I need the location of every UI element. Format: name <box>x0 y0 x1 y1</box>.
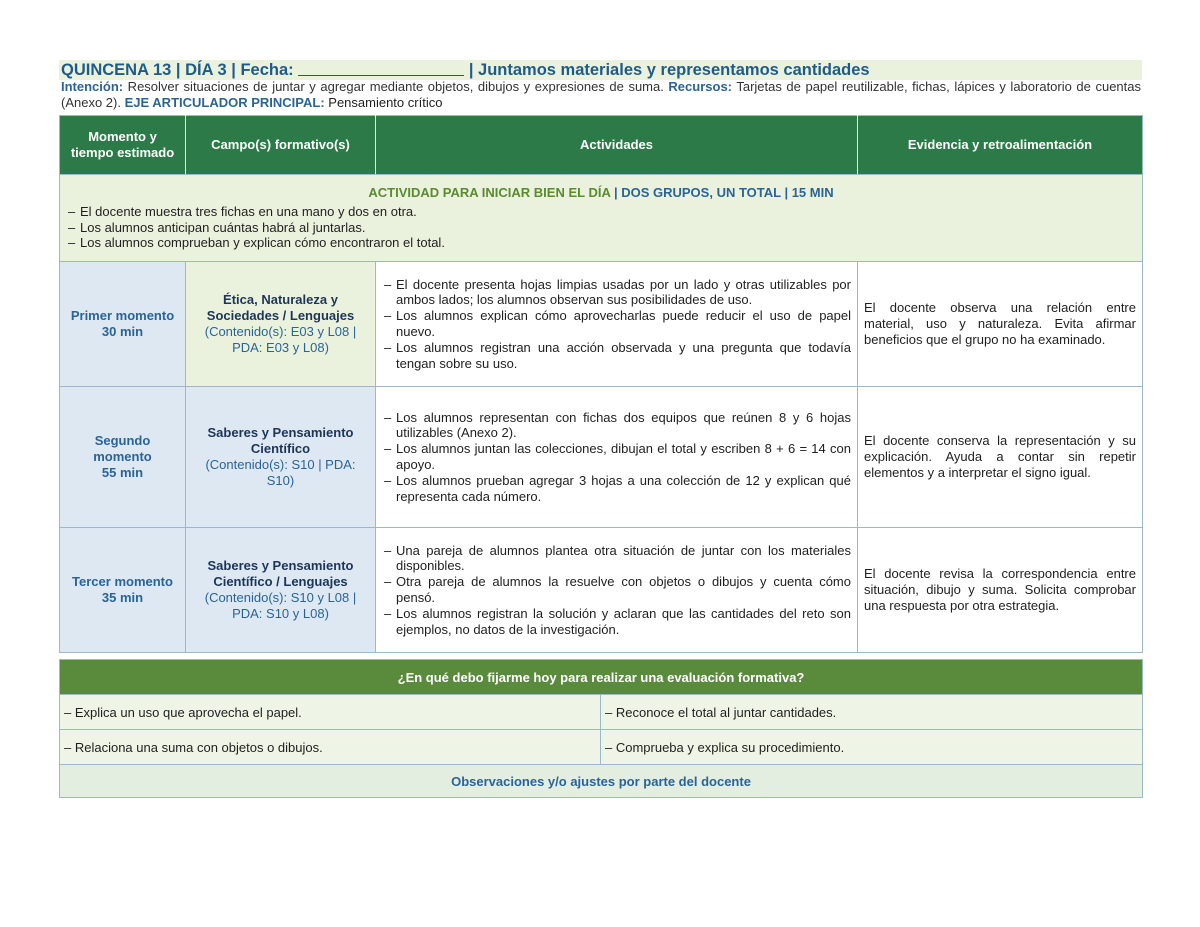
title-suffix: | Juntamos materiales y representamos cantidades <box>464 61 870 79</box>
evaluation-title: ¿En qué debo fijarme hoy para realizar una evaluación formativa? <box>60 660 1143 695</box>
table-header-row <box>60 116 1143 175</box>
warmup-item: – Los alumnos comprueban y explican cómo encontraron el total. <box>66 235 1136 251</box>
evidence-cell: El docente conserva la representación y su explicación. Ayuda a contar sin repetir elementos y a interpretar el signo igual. <box>858 387 1143 528</box>
evaluation-row <box>60 730 1143 765</box>
observations-row <box>60 765 1143 798</box>
evaluation-item: – Reconoce el total al juntar cantidades. <box>601 695 1143 730</box>
campo-contenido: (Contenido(s): S10 y L08 | PDA: S10 y L08) <box>204 590 357 621</box>
campo-cell <box>186 528 376 653</box>
warmup-list <box>66 204 1136 251</box>
activity-item: – Los alumnos juntan las colecciones, dibujan el total y escriben 8 + 6 = 14 con apoyo. <box>382 441 851 473</box>
moment-cell <box>60 528 186 653</box>
header-activities: Actividades <box>376 116 858 175</box>
date-blank-line <box>298 61 464 76</box>
evaluation-item: – Explica un uso que aprovecha el papel. <box>60 695 601 730</box>
activities-list <box>382 277 851 372</box>
moment-cell <box>60 262 186 387</box>
evaluation-item-text: Explica un uso que aprovecha el papel. <box>74 704 302 720</box>
activity-item: – Los alumnos prueban agregar 3 hojas a una colección de 12 y explican qué representa cada número. <box>382 473 851 505</box>
activities-list <box>382 543 851 638</box>
warmup-title-blue: | DOS GRUPOS, UN TOTAL | 15 MIN <box>610 184 834 200</box>
activities-cell <box>376 528 858 653</box>
evidence-cell: El docente observa una relación entre material, uso y naturaleza. Evita afirmar beneficios que el grupo no ha examinado. <box>858 262 1143 387</box>
observations-label: Observaciones y/o ajustes por parte del docente <box>60 765 1143 798</box>
intent-paragraph <box>61 79 1141 111</box>
evaluation-item-text: Relaciona una suma con objetos o dibujos. <box>74 739 323 755</box>
activity-item: – Los alumnos registran la solución y aclaran que las cantidades del reto son ejemplos, no datos de la investigación. <box>382 606 851 638</box>
moment-name: Segundo momento <box>93 433 152 465</box>
campo-contenido: (Contenido(s): E03 y L08 | PDA: E03 y L08) <box>204 324 357 355</box>
header-evidence: Evidencia y retroalimentación <box>858 116 1143 175</box>
campo-name: Saberes y Pensamiento Científico / Lenguajes <box>207 558 354 590</box>
moment-time: 35 min <box>101 590 144 605</box>
activity-item: – Una pareja de alumnos plantea otra situación de juntar con los materiales disponibles. <box>382 543 851 575</box>
page-title <box>61 60 870 80</box>
evaluation-row <box>60 695 1143 730</box>
warmup-row <box>60 175 1143 262</box>
activity-item: – Los alumnos registran una acción observada y una pregunta que todavía tengan sobre su uso. <box>382 340 851 372</box>
warmup-title-green: ACTIVIDAD PARA INICIAR BIEN EL DÍA <box>368 184 611 200</box>
resources-text: Tarjetas de papel reutilizable, fichas, lápices y laboratorio de cuentas (Anexo 2). <box>61 79 1141 110</box>
activities-list <box>382 410 851 505</box>
warmup-cell <box>60 175 1143 262</box>
warmup-item: – Los alumnos anticipan cuántas habrá al juntarlas. <box>66 220 1136 236</box>
activity-item: – Otra pareja de alumnos la resuelve con objetos o dibujos y cuenta cómo pensó. <box>382 574 851 606</box>
intent-label: Intención: <box>61 79 124 94</box>
campo-contenido: (Contenido(s): S10 | PDA: S10) <box>205 457 356 488</box>
evaluation-item-text: Reconoce el total al juntar cantidades. <box>615 704 837 720</box>
header-campo: Campo(s) formativo(s) <box>186 116 376 175</box>
activity-item: – Los alumnos representan con fichas dos equipos que reúnen 8 y 6 hojas utilizables (Anexo 2). <box>382 410 851 442</box>
header-moment: Momento y tiempo estimado <box>60 116 186 175</box>
evaluation-table <box>59 659 1143 798</box>
activity-item: – Los alumnos explican cómo aprovecharlas puede reducir el uso de papel nuevo. <box>382 308 851 340</box>
moment-time: 30 min <box>101 324 144 339</box>
evaluation-header-row <box>60 660 1143 695</box>
activity-item: – El docente presenta hojas limpias usadas por un lado y otras utilizables por ambos lados; los alumnos observan sus posibilidades de uso. <box>382 277 851 309</box>
campo-cell <box>186 262 376 387</box>
intent-text: Resolver situaciones de juntar y agregar mediante objetos, dibujos y expresiones de suma. <box>123 79 669 94</box>
moment-row-2 <box>60 387 1143 528</box>
activities-cell <box>376 262 858 387</box>
campo-name: Ética, Naturaleza y Sociedades / Lenguajes <box>206 292 355 324</box>
plan-table <box>59 115 1143 653</box>
moment-row-3 <box>60 528 1143 653</box>
title-prefix: QUINCENA 13 | DÍA 3 | Fecha: <box>61 61 299 79</box>
evaluation-item-text: Comprueba y explica su procedimiento. <box>615 739 845 755</box>
moment-time: 55 min <box>101 464 144 480</box>
evaluation-item: – Comprueba y explica su procedimiento. <box>601 730 1143 765</box>
axis-text: Pensamiento crítico <box>324 95 443 110</box>
resources-label: Recursos: <box>668 79 732 94</box>
activities-cell <box>376 387 858 528</box>
campo-cell <box>186 387 376 528</box>
moment-name: Tercer momento <box>72 574 173 590</box>
warmup-title <box>66 185 1136 201</box>
evaluation-item: – Relaciona una suma con objetos o dibujos. <box>60 730 601 765</box>
evidence-cell: El docente revisa la correspondencia entre situación, dibujo y suma. Solicita comprobar una respuesta por otra estrategia. <box>858 528 1143 653</box>
campo-name: Saberes y Pensamiento Científico <box>207 425 354 457</box>
warmup-item: – El docente muestra tres fichas en una mano y dos en otra. <box>66 204 1136 220</box>
moment-row-1 <box>60 262 1143 387</box>
axis-label: EJE ARTICULADOR PRINCIPAL: <box>124 95 325 110</box>
moment-cell <box>60 387 186 528</box>
moment-name: Primer momento <box>70 308 175 324</box>
